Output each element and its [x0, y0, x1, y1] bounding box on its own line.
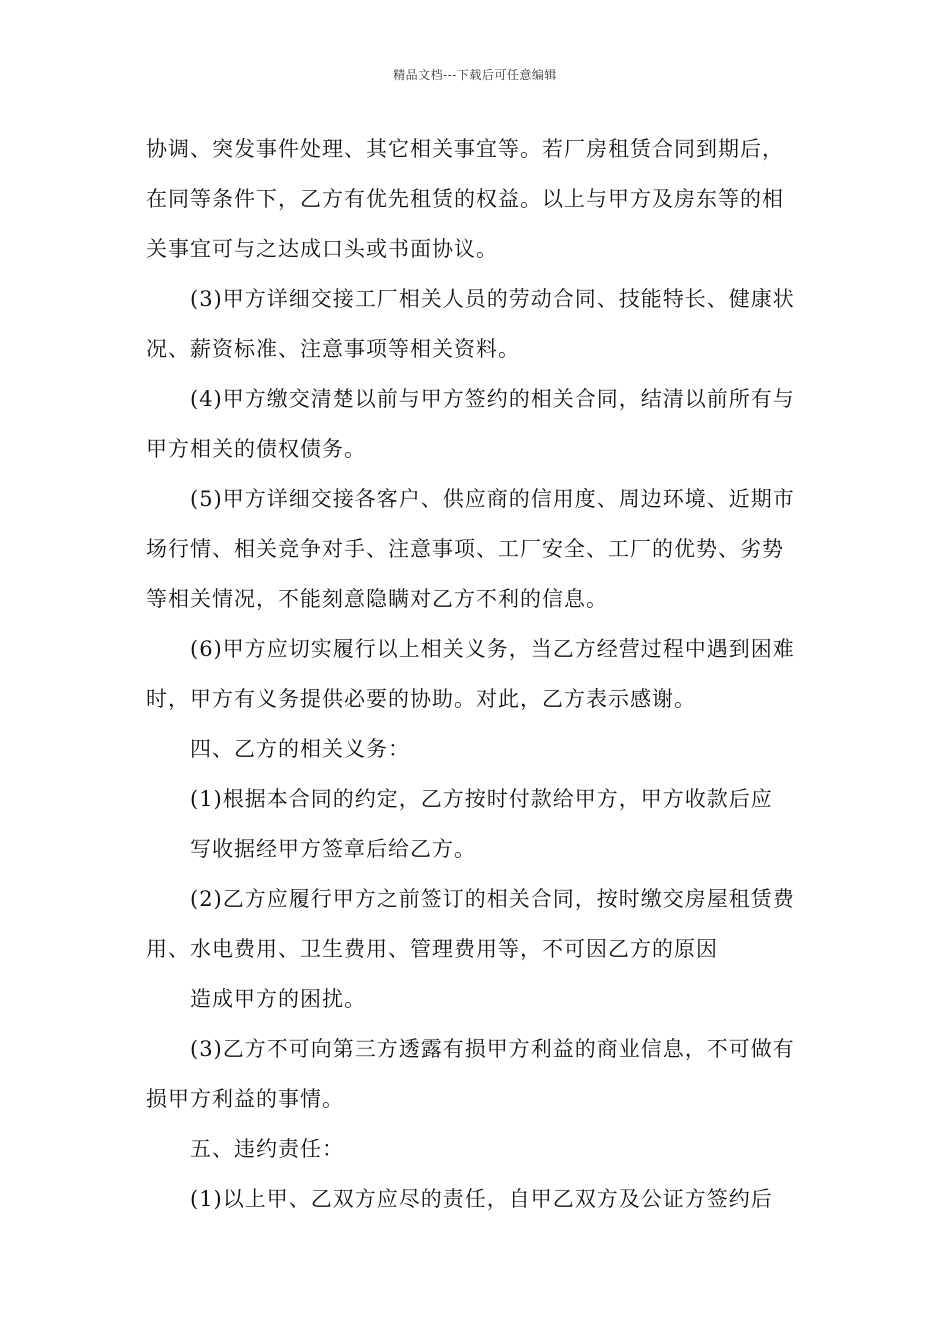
- text-line: (3)乙方不可向第三方透露有损甲方利益的商业信息，不可做有: [190, 1037, 795, 1061]
- text-line: 关事宜可与之达成口头或书面协议。: [146, 237, 498, 261]
- page-header: 精品文档---下载后可任意编辑: [393, 68, 557, 82]
- text-line: (2)乙方应履行甲方之前签订的相关合同，按时缴交房屋租赁费: [190, 887, 795, 911]
- text-line: 时，甲方有义务提供必要的协助。对此，乙方表示感谢。: [146, 687, 696, 711]
- text-line: 等相关情况，不能刻意隐瞒对乙方不利的信息。: [146, 587, 608, 611]
- text-line: 况、薪资标准、注意事项等相关资料。: [146, 337, 520, 361]
- text-line: 四、乙方的相关义务：: [190, 737, 410, 761]
- text-line: 损甲方利益的事情。: [146, 1087, 344, 1111]
- text-line: (4)甲方缴交清楚以前与甲方签约的相关合同，结清以前所有与: [190, 387, 795, 411]
- text-line: 场行情、相关竞争对手、注意事项、工厂安全、工厂的优势、劣势: [146, 537, 784, 561]
- text-line: (1)以上甲、乙双方应尽的责任，自甲乙双方及公证方签约后: [190, 1187, 773, 1211]
- text-line: (6)甲方应切实履行以上相关义务，当乙方经营过程中遇到困难: [190, 637, 795, 661]
- text-line: 甲方相关的债权债务。: [146, 437, 366, 461]
- text-line: 五、违约责任：: [190, 1137, 344, 1161]
- text-line: 写收据经甲方签章后给乙方。: [190, 837, 476, 861]
- text-line: (3)甲方详细交接工厂相关人员的劳动合同、技能特长、健康状: [190, 287, 795, 311]
- text-line: 协调、突发事件处理、其它相关事宜等。若厂房租赁合同到期后，: [146, 137, 784, 161]
- text-line: (1)根据本合同的约定，乙方按时付款给甲方，甲方收款后应: [190, 787, 773, 811]
- text-line: 造成甲方的困扰。: [190, 987, 366, 1011]
- text-line: (5)甲方详细交接各客户、供应商的信用度、周边环境、近期市: [190, 487, 795, 511]
- text-line: 用、水电费用、卫生费用、管理费用等，不可因乙方的原因: [146, 937, 718, 961]
- text-line: 在同等条件下，乙方有优先租赁的权益。以上与甲方及房东等的相: [146, 187, 784, 211]
